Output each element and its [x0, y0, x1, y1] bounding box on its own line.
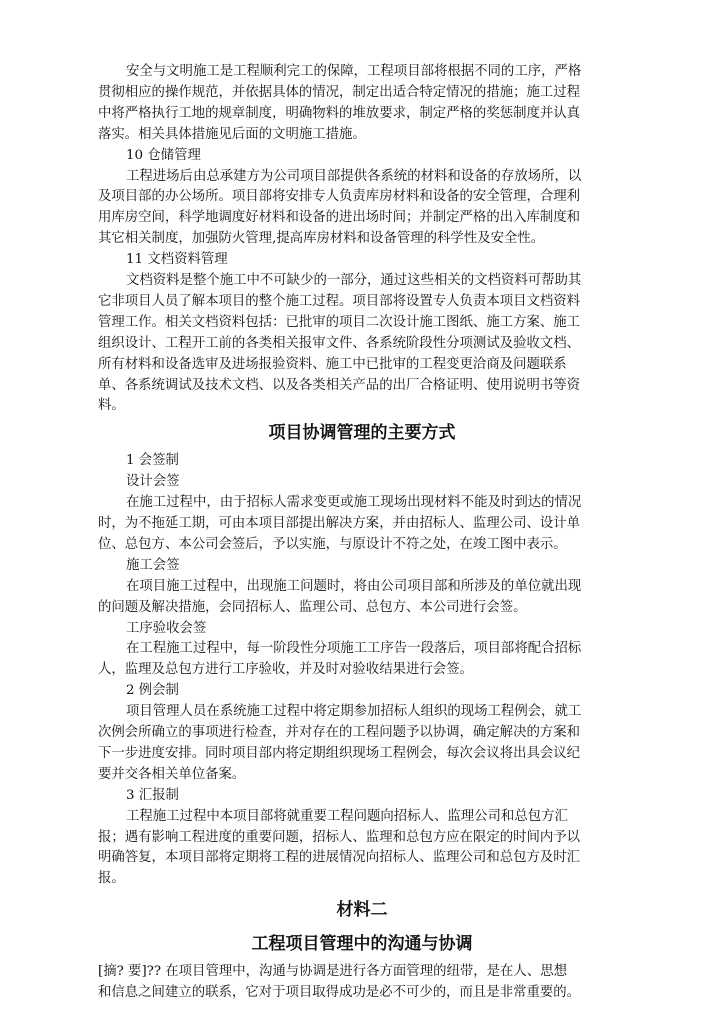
text-line: 它非项目人员了解本项目的整个施工过程。项目部将设置专人负责本项目文档资料: [98, 293, 581, 309]
material-heading: 材料二: [336, 900, 388, 921]
text-line: 报；遇有影响工程进度的重要问题，招标人、监理和总包方应在限定的时间内予以: [98, 829, 581, 845]
text-line: 及项目部的办公场所。项目部将安排专人负责库房材料和设备的安全管理，合理利: [98, 189, 581, 205]
text-line: 在工程施工过程中，每一阶段性分项施工工序告一段落后，项目部将配合招标: [126, 641, 582, 657]
subsection-title: 设计会签: [126, 474, 180, 490]
section-title: 3 汇报制: [126, 787, 179, 803]
text-line: 所有材料和设备选审及进场报验资料、施工中已批审的工程变更洽商及问题联系: [98, 356, 567, 372]
text-line: 项目管理人员在系统施工过程中将定期参加招标人组织的现场工程例会，就工: [126, 704, 582, 720]
text-line: 时，为不拖延工期，可由本项目部提出解决方案，并由招标人、监理公司、设计单: [98, 516, 581, 531]
text-line: 其它相关制度，加强防火管理,提高库房材料和设备管理的科学性及安全性。: [98, 231, 545, 247]
section-heading: 项目协调管理的主要方式: [268, 423, 456, 444]
section-title: 11 文档资料管理: [126, 252, 228, 268]
article-title: 工程项目管理中的沟通与协调: [251, 934, 473, 955]
section-title: 1 会签制: [126, 453, 179, 469]
text-line: 在项目施工过程中，出现施工问题时，将由公司项目部和所涉及的单位就出现: [126, 578, 582, 594]
text-line: 报。: [98, 871, 125, 887]
subsection-title: 工序验收会签: [126, 620, 207, 636]
section-title: 2 例会制: [126, 683, 179, 699]
text-line: 明确答复，本项目部将定期将工程的进展情况向招标人、监理公司和总包方及时汇: [98, 850, 581, 866]
section-title: 10 仓储管理: [126, 147, 201, 163]
text-line: 管理工作。相关文档资料包括：已批审的项目二次设计施工图纸、施工方案、施工: [98, 314, 581, 330]
text-line: 工程进场后由总承建方为公司项目部提供各系统的材料和设备的存放场所，以: [126, 168, 582, 184]
text-line: 文档资料是整个施工中不可缺少的一部分，通过这些相关的文档资料可帮助其: [126, 273, 582, 288]
text-line: 在施工过程中，由于招标人需求变更或施工现场出现材料不能及时到达的情况: [126, 495, 582, 511]
text-line: 次例会所确立的事项进行检查，并对存在的工程问题予以协调，确定解决的方案和: [98, 725, 581, 740]
text-line: 单、各系统调试及技术文档、以及各类相关产品的出厂合格证明、使用说明书等资: [98, 377, 581, 393]
text-line: 料。: [98, 398, 125, 414]
text-line: 位、总包方、本公司会签后，予以实施，与原设计不符之处，在竣工图中表示。: [98, 536, 567, 552]
text-line: 要并交各相关单位备案。: [98, 766, 246, 782]
text-line: 中将严格执行工地的规章制度，明确物料的堆放要求，制定严格的奖惩制度并认真: [98, 105, 581, 121]
text-line: 的问题及解决措施，会同招标人、监理公司、总包方、本公司进行会签。: [98, 599, 527, 615]
text-line: 组织设计、工程开工前的各类相关报审文件、各系统阶段性分项测试及验收文档、: [98, 335, 581, 351]
text-line: 人，监理及总包方进行工序验收，并及时对验收结果进行会签。: [98, 662, 473, 678]
text-line: 用库房空间，科学地调度好材料和设备的进出场时间；并制定严格的出入库制度和: [98, 210, 581, 226]
text-line: 和信息之间建立的联系，它对于项目取得成功是必不可少的，而且是非常重要的。: [98, 985, 581, 1001]
text-line: 贯彻相应的操作规范，并依据具体的情况，制定出适合特定情况的措施；施工过程: [98, 84, 581, 100]
text-line: 下一步进度安排。同时项目部内将定期组织现场工程例会，每次会议将出具会议纪: [98, 745, 581, 761]
text-line: 安全与文明施工是工程顺利完工的保障，工程项目部将根据不同的工序，严格: [126, 64, 582, 79]
text-line: 落实。相关具体措施见后面的文明施工措施。: [98, 126, 366, 142]
subsection-title: 施工会签: [126, 557, 180, 573]
text-line: 工程施工过程中本项目部将就重要工程问题向招标人、监理公司和总包方汇: [126, 808, 568, 824]
abstract-line: [摘? 要]?? 在项目管理中，沟通与协调是进行各方面管理的纽带，是在人、思想: [98, 964, 567, 980]
